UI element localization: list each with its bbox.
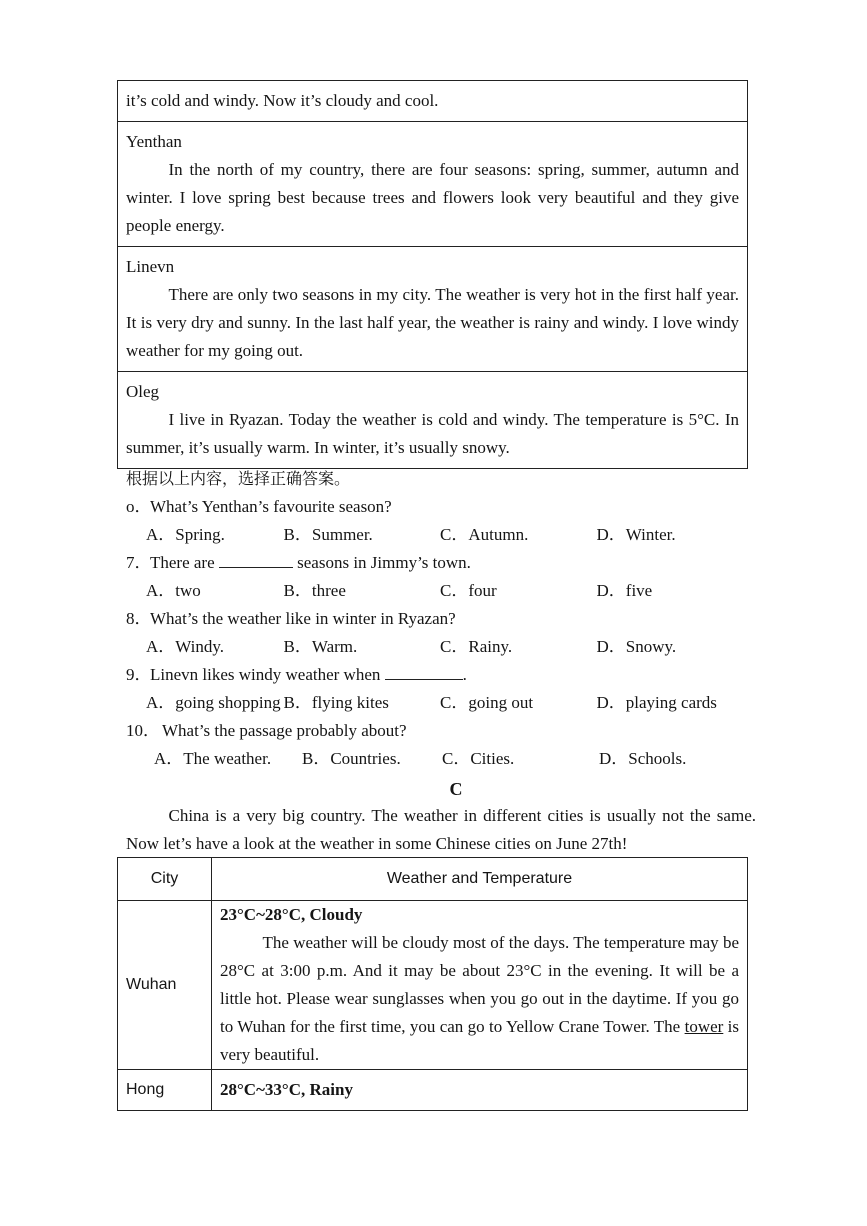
question-number: 10．: [126, 721, 160, 740]
description-text: The weather will be cloudy most of the days. The temperature may be 28°C at 3:00 p.m. And it may be about 23°C in the evening. It will be a little hot. Please wear sunglasses when you go out in the daytime. If you go to Wuhan for the first time, you can go to Yellow Crane Tower. The: [220, 933, 739, 1036]
temperature-range: 23°C~28°C, Cloudy: [220, 905, 363, 924]
weather-description: [220, 929, 739, 1069]
question-10-options: [126, 745, 756, 773]
person-text: In the north of my country, there are four seasons: spring, summer, autumn and winter. I love spring best because trees and flowers look very beautiful and they give people energy.: [126, 160, 739, 235]
question-number: 8．: [126, 609, 152, 628]
option-a[interactable]: A．The weather.: [154, 749, 272, 768]
question-stem: What’s Yenthan’s favourite season?: [150, 497, 392, 516]
weather-cell: [212, 1070, 748, 1111]
section-c-intro: [126, 802, 756, 858]
section-c-heading: C: [449, 779, 463, 799]
option-c[interactable]: C．Autumn.: [440, 525, 529, 544]
person-box-linevn: [117, 247, 748, 372]
questions-section: [126, 465, 756, 773]
table-row: [118, 1070, 748, 1111]
option-a[interactable]: A．Spring.: [146, 525, 225, 544]
option-c[interactable]: C．going out: [440, 693, 534, 712]
option-d[interactable]: D．Winter.: [596, 525, 676, 544]
question-stem-before: There are: [150, 553, 215, 572]
question-stem: What’s the passage probably about?: [162, 721, 407, 740]
question-6: [126, 493, 756, 521]
person-name: Oleg: [126, 382, 160, 401]
question-stem: What’s the weather like in winter in Ryazan?: [150, 609, 456, 628]
person-box-yenthan: [117, 122, 748, 247]
option-c[interactable]: C．Rainy.: [440, 637, 513, 656]
table-header-row: [118, 858, 748, 901]
answer-blank[interactable]: [385, 663, 463, 680]
option-a[interactable]: A．two: [146, 581, 201, 600]
question-stem-before: Linevn likes windy weather when: [150, 665, 381, 684]
option-a[interactable]: A．going shopping: [146, 693, 281, 712]
question-9: [126, 661, 756, 689]
option-d[interactable]: D．Schools.: [599, 749, 687, 768]
passage-fragment-box: [117, 80, 748, 122]
option-a[interactable]: A．Windy.: [146, 637, 225, 656]
city-cell: Wuhan: [118, 901, 212, 1070]
passage-b-boxes: [117, 80, 748, 469]
question-6-options: [126, 521, 756, 549]
question-7: [126, 549, 756, 577]
question-7-options: [126, 577, 756, 605]
question-number: 9．: [126, 665, 152, 684]
question-8-options: [126, 633, 756, 661]
underlined-word: tower: [684, 1017, 724, 1036]
question-number: o．: [126, 497, 152, 516]
option-c[interactable]: C．four: [440, 581, 497, 600]
person-name: Yenthan: [126, 132, 182, 151]
person-name: Linevn: [126, 257, 175, 276]
question-stem-after: seasons in Jimmy’s town.: [297, 553, 471, 572]
weather-table: [117, 857, 748, 1111]
person-box-oleg: [117, 372, 748, 469]
option-b[interactable]: B．three: [283, 581, 346, 600]
table-row: [118, 901, 748, 1070]
option-b[interactable]: B．flying kites: [283, 693, 389, 712]
option-b[interactable]: B．Countries.: [302, 749, 401, 768]
city-cell: Hong: [118, 1070, 212, 1111]
weather-cell: [212, 901, 748, 1070]
option-c[interactable]: C．Cities.: [442, 749, 515, 768]
person-text: I live in Ryazan. Today the weather is cold and windy. The temperature is 5°C. In summer, it’s usually warm. In winter, it’s usually snowy.: [126, 410, 739, 457]
question-10: [126, 717, 756, 745]
option-b[interactable]: B．Warm.: [283, 637, 358, 656]
question-9-options: [126, 689, 756, 717]
temperature-range: 28°C~33°C, Rainy: [220, 1080, 353, 1099]
person-text: There are only two seasons in my city. The weather is very hot in the first half year. It is very dry and sunny. In the last half year, the weather is rainy and windy. I love windy weather for my going out.: [126, 285, 739, 360]
question-8: [126, 605, 756, 633]
answer-blank[interactable]: [219, 551, 293, 568]
option-d[interactable]: D．Snowy.: [596, 637, 677, 656]
intro-text: China is a very big country. The weather in different cities is usually not the same. Now let’s have a look at the weather in some Chinese cities on June 27th!: [126, 806, 756, 853]
option-d[interactable]: D．five: [596, 581, 653, 600]
header-weather: Weather and Temperature: [212, 858, 748, 901]
passage-fragment: it’s cold and windy. Now it’s cloudy and cool.: [126, 91, 439, 110]
instructions: 根据以上内容，选择正确答案。: [126, 469, 351, 488]
option-b[interactable]: B．Summer.: [283, 525, 373, 544]
question-stem-after: .: [462, 665, 467, 684]
description-text-end: is very beautiful.: [220, 1017, 740, 1064]
header-city: City: [118, 858, 212, 901]
question-number: 7．: [126, 553, 152, 572]
option-d[interactable]: D．playing cards: [596, 693, 717, 712]
